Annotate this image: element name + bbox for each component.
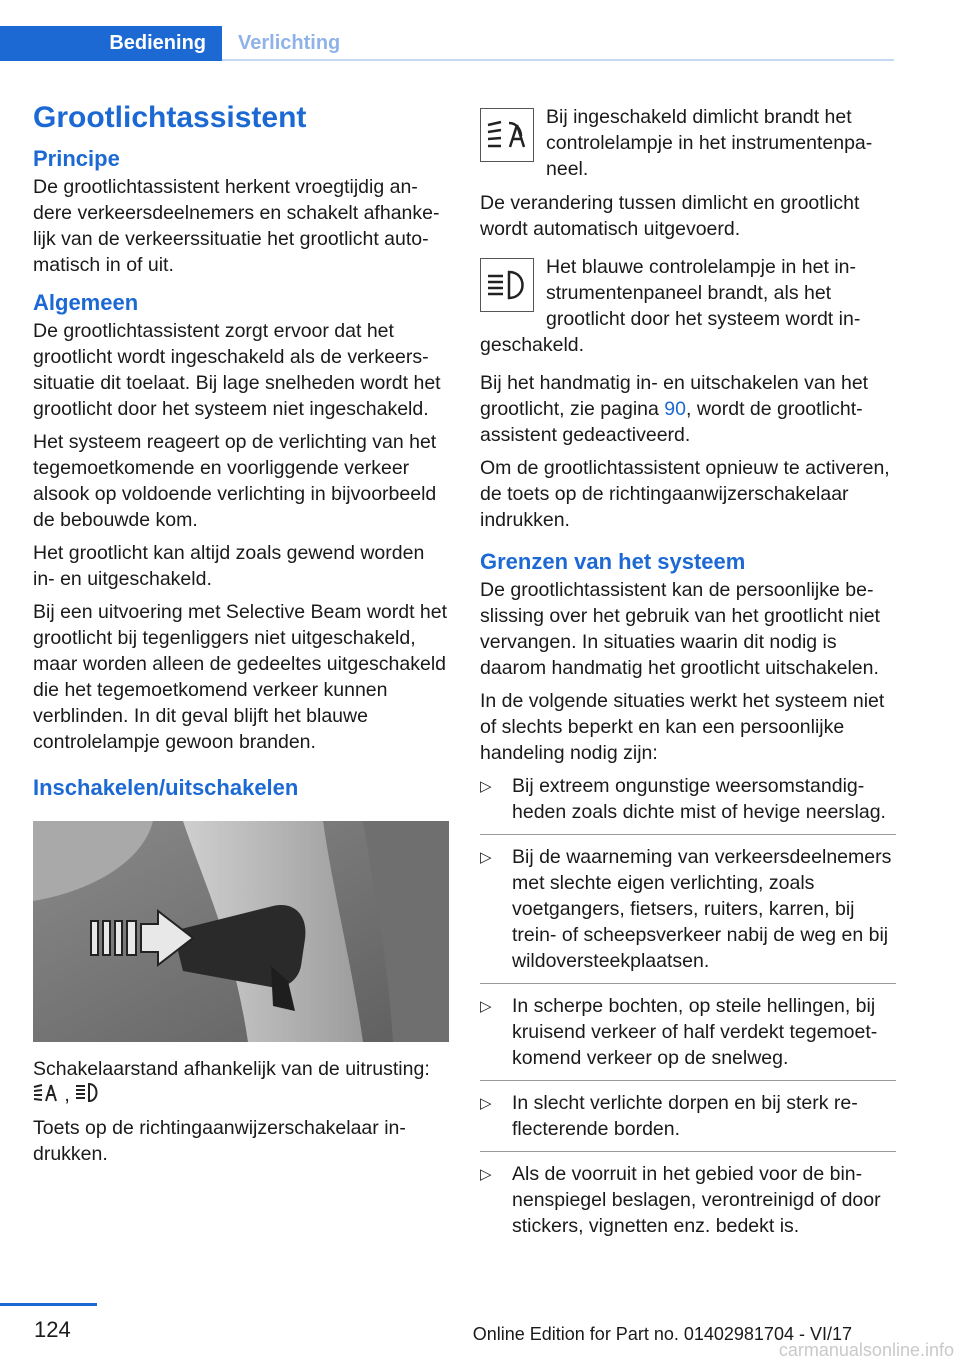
paragraph: Bij het handmatig in- en uitschakelen van het grootlicht, zie pagina 90, wordt de grootlichtassistent gedeactiveerd.: [480, 372, 869, 446]
left-column: [33, 96, 449, 1174]
right-column: [480, 104, 896, 1257]
turn-signal-lever-photo: [33, 821, 449, 1042]
heading-principe: Principe: [33, 146, 120, 171]
paragraph: De verandering tussen dimlicht en grootlicht wordt automatisch uitgevoerd.: [480, 192, 860, 240]
indicator-note-high: [480, 254, 896, 358]
icon-note-text-2: Het blauwe controlelampje in het instrumentenpaneel brandt, als het grootlicht door het systeem wordt ingeschakeld.: [480, 256, 861, 356]
list-item: ▷ Bij extreem ongunstige weersomstandigheden zoals dichte mist of hevige neerslag.: [480, 773, 896, 835]
watermark: carmanualsonline.info: [778, 1340, 954, 1360]
triangle-bullet-icon: ▷: [480, 998, 492, 1015]
switch-position-text: Schakelaarstand afhankelijk van de uitrusting:: [33, 1058, 430, 1080]
page-number: 124: [34, 1317, 71, 1342]
high-beam-icon: [480, 258, 534, 312]
heading-inschakelen: Inschakelen/uitschakelen: [33, 775, 299, 800]
triangle-bullet-icon: ▷: [480, 778, 492, 795]
triangle-bullet-icon: ▷: [480, 1095, 492, 1112]
paragraph: Het systeem reageert op de verlichting van het tegemoetkomende en voorliggende verkeer alsook op voldoende verlichting in bijvoorbeeld de bebouwde kom.: [33, 431, 437, 531]
comma: ,: [64, 1084, 70, 1106]
auto-high-beam-icon: [480, 108, 534, 162]
paragraph: In de volgende situaties werkt het systeem niet of slechts beperkt en kan een persoonlijke handeling nodig zijn:: [480, 690, 885, 764]
paragraph: Toets op de richtingaanwijzerschakelaar indrukken.: [33, 1117, 406, 1165]
high-beam-icon: [75, 1082, 101, 1104]
header-rule: [222, 59, 894, 61]
indicator-note-auto: [480, 104, 896, 182]
list-item: ▷ In scherpe bochten, op steile hellingen, bij kruisend verkeer of half verdekt tegemoetkomend verkeer op de snelweg.: [480, 993, 896, 1081]
list-item: ▷ Als de voorruit in het gebied voor de binnenspiegel beslagen, verontreinigd of door stickers, vignetten enz. bedekt is.: [480, 1163, 881, 1237]
paragraph: Om de grootlichtassistent opnieuw te activeren, de toets op de richtingaanwijzerschakelaar indrukken.: [480, 457, 890, 531]
heading-grenzen: Grenzen van het systeem: [480, 549, 746, 574]
section-tabs: [0, 26, 894, 61]
heading-algemeen: Algemeen: [33, 290, 139, 315]
paragraph: De grootlichtassistent zorgt ervoor dat het grootlicht wordt ingeschakeld als de verkeerssituatie dit toelaat. Bij lage snelheden wordt het grootlicht door het systeem niet ingeschakeld.: [33, 320, 441, 420]
page-title: Grootlichtassistent: [33, 101, 307, 134]
triangle-bullet-icon: ▷: [480, 849, 492, 866]
triangle-bullet-icon: ▷: [480, 1166, 492, 1183]
paragraph: Bij een uitvoering met Selective Beam wordt het grootlicht bij tegenliggers niet uitgeschakeld, maar worden alleen de gedeeltes uitgeschakeld die het tegemoetkomend verkeer kunnen verblinden. In dit geval blijft het blauwe controlelampje gewoon branden.: [33, 601, 448, 753]
paragraph: De grootlichtassistent kan de persoonlijke beslissing over het gebruik van het grootlicht niet vervangen. In situaties waarin dit nodig is daarom handmatig het grootlicht uitschakelen.: [480, 579, 880, 679]
page-link[interactable]: 90: [664, 398, 686, 420]
paragraph: Het grootlicht kan altijd zoals gewend worden in- en uitgeschakeld.: [33, 542, 425, 590]
list-item: ▷ Bij de waarneming van verkeersdeelnemers met slechte eigen verlichting, zoals voetgangers, fietsers, ruiters, karren, bij trein- of scheepsverkeer nabij de weg en bij wildoversteekplaatsen.: [480, 844, 896, 984]
icon-note-text: Bij ingeschakeld dimlicht brandt het controlelampje in het instrumentenpaneel.: [546, 106, 873, 180]
tab-bediening[interactable]: Bediening: [0, 26, 222, 61]
auto-high-beam-icon: [33, 1082, 59, 1104]
paragraph: [33, 1056, 449, 1108]
paragraph: De grootlichtassistent herkent vroegtijdig andere verkeersdeelnemers en schakelt afhankelijk van de verkeerssituatie het grootlicht automatisch in of uit.: [33, 176, 440, 276]
limitations-list: [480, 773, 896, 1248]
edition-note: Online Edition for Part no. 01402981704 - VI/17: [472, 1324, 852, 1344]
footer-rule: [0, 1303, 97, 1306]
tab-verlichting[interactable]: Verlichting: [238, 32, 341, 54]
list-item: ▷ In slecht verlichte dorpen en bij sterk reflecterende borden.: [480, 1090, 896, 1152]
